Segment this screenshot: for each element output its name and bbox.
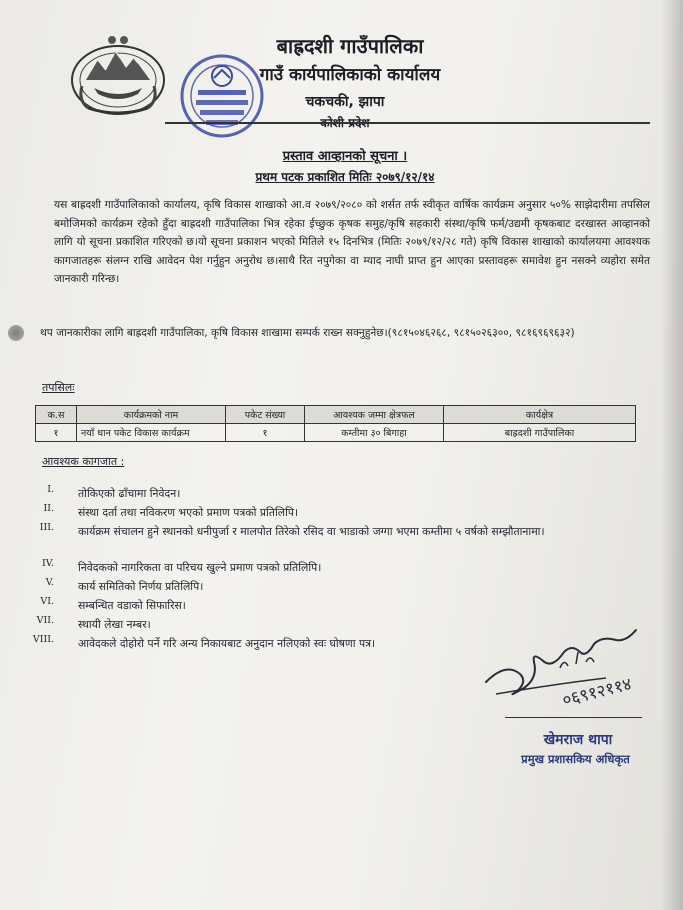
list-item-text: कार्य समितिको निर्णय प्रतिलिपि।: [78, 580, 204, 593]
column-header: क.स: [36, 406, 77, 424]
column-header: पकेट संख्या: [226, 406, 305, 424]
list-item-number: II.: [43, 503, 54, 514]
table-cell: १: [226, 424, 305, 442]
list-item-text: सम्बन्धित वडाको सिफारिस।: [78, 599, 186, 612]
list-item-number: VII.: [36, 615, 54, 626]
contact-info: थप जानकारीका लागि बाह्रदशी गाउँपालिका, कृषि विकास शाखामा सम्पर्क राख्न सक्नुहुनेछ।(९८१५०४६२६८, ९८१५०२६३००, ९८१६९६९६३२): [40, 327, 575, 339]
table-cell: १: [36, 424, 77, 442]
office-location: चकचकी, झापा: [305, 94, 385, 110]
table-cell: नयाँ धान पकेट विकास कार्यक्रम: [77, 424, 226, 442]
list-item-number: VI.: [40, 596, 54, 607]
handwritten-signature: [476, 622, 676, 714]
signature-line: [505, 717, 642, 718]
list-item-text: तोकिएको ढाँचामा निवेदन।: [78, 487, 181, 500]
list-item-number: VIII.: [32, 634, 54, 645]
column-header: कार्यक्रमको नाम: [77, 406, 226, 424]
table-cell: कम्तीमा ३० बिगाहा: [305, 424, 444, 442]
list-item-number: IV.: [42, 558, 54, 569]
notice-title: प्रस्ताव आव्हानको सूचना ।: [282, 149, 408, 164]
list-item-text: संस्था दर्ता तथा नविकरण भएको प्रमाण पत्रको प्रतिलिपि।: [78, 506, 299, 519]
documents-heading: आवश्यक कागजात :: [42, 455, 125, 468]
table-header-row: [36, 406, 636, 424]
list-item-text: स्थायी लेखा नम्बर।: [78, 618, 151, 631]
signature-date: ०६९१२११४: [560, 674, 634, 711]
page-shadow: [661, 0, 683, 910]
column-header: आवश्यक जम्मा क्षेत्रफल: [305, 406, 444, 424]
details-heading: तपसिलः: [42, 381, 75, 394]
table-row: [36, 424, 636, 442]
program-table: [35, 405, 636, 442]
municipality-name: बाह्रदशी गाउँपालिका: [276, 34, 424, 58]
notice-publish-date: प्रथम पटक प्रकाशित मितिः २०७९/१२/१४: [255, 170, 435, 184]
punch-hole: [8, 325, 24, 341]
list-item-number: III.: [39, 522, 54, 533]
signatory-name: खेमराज थापा: [543, 732, 613, 748]
signatory-title: प्रमुख प्रशासकिय अधिकृत: [521, 752, 630, 766]
list-item-text: आवेदकले दोहोरो पर्ने गरि अन्य निकायबाट अनुदान नलिएको स्वः घोषणा पत्र।: [78, 637, 376, 650]
list-item-number: I.: [47, 484, 54, 495]
nepal-emblem-icon: [68, 30, 168, 118]
list-item-text: निवेदकको नागरिकता वा परिचय खुल्ने प्रमाण पत्रको प्रतिलिपि।: [78, 561, 322, 574]
table-cell: बाह्रदशी गाउँपालिका: [444, 424, 636, 442]
column-header: कार्यक्षेत्र: [444, 406, 636, 424]
list-item-number: V.: [45, 577, 54, 588]
list-item-text: कार्यक्रम संचालन हुने स्थानको धनीपुर्जा र मालपोत तिरेको रसिद वा भाडाको जग्गा भएमा कम्तीमा ५ वर्षको सम्झौतानामा।: [78, 525, 545, 538]
office-name: गाउँ कार्यपालिकाको कार्यालय: [259, 65, 441, 85]
header-divider: [165, 122, 650, 124]
notice-body: यस बाह्रदशी गाउँपालिकाको कार्यालय, कृषि विकास शाखाको आ.व २०७९/२०८० को शर्सत तर्फ स्वीकृत वार्षिक कार्यक्रम अनुसार ५०% साझेदारीमा तपसिल बमोजिमको कार्यक्रम रहेको हुँदा बाह्रदशी गाउँपालिका भित्र रहेका ईच्छुक कृषक समुह/कृषि सहकारी संस्था/कृषि फर्म/उद्यमी कृषकबाट दरखास्त आव्हानको लागि यो सूचना प्रकाशित गरिएको छ।यो सूचना प्रकाशन भएको मितिले १५ दिनभित्र (मितिः २०७९/१२/२८ गते) कृषि विकास शाखाको कार्यालयमा आवश्यक कागजातहरू संलग्न राखि आवेदन पेश गर्नुहुन अनुरोध छ।साथै रित नपुगेका वा म्याद नाघी प्राप्त हुन आएका प्रस्तावहरू समावेश हुन नसक्ने व्यहोरा समेत जानकारी गरिन्छ।: [54, 199, 650, 285]
